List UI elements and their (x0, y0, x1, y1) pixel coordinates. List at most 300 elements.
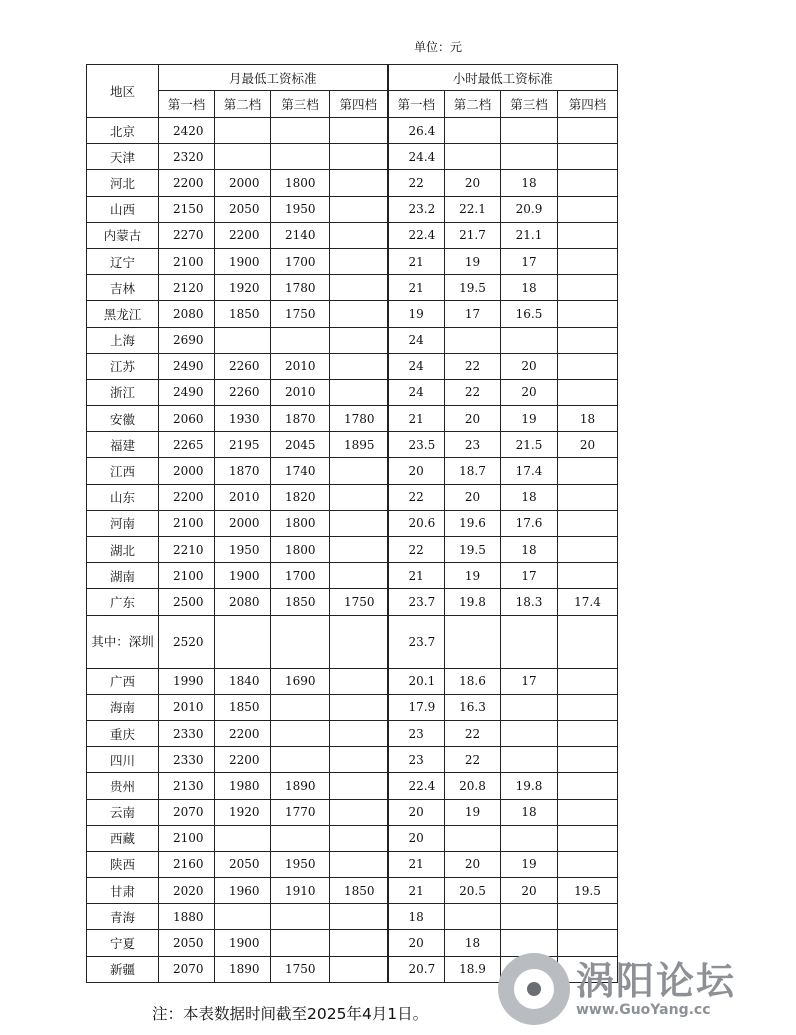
monthly-wage-cell: 2000 (215, 170, 271, 196)
table-row (87, 668, 618, 694)
monthly-wage-cell: 1850 (215, 694, 271, 720)
monthly-wage-cell: 2200 (215, 720, 271, 746)
hourly-tier-header: 第四档 (558, 91, 618, 118)
monthly-wage-cell (215, 825, 271, 851)
monthly-wage-cell: 1780 (330, 406, 388, 432)
monthly-wage-cell: 1895 (330, 432, 388, 458)
hourly-wage-cell: 20 (388, 799, 445, 825)
hourly-wage-cell: 23 (388, 747, 445, 773)
hourly-wage-cell (501, 118, 558, 144)
table-row (87, 432, 618, 458)
hourly-wage-cell: 20 (388, 458, 445, 484)
hourly-wage-cell: 23.7 (388, 615, 445, 668)
hourly-wage-cell (558, 144, 618, 170)
monthly-wage-cell (330, 458, 388, 484)
monthly-wage-cell (330, 353, 388, 379)
monthly-wage-cell (271, 694, 330, 720)
hourly-wage-cell (445, 825, 501, 851)
region-header: 地区 (87, 65, 159, 118)
monthly-header: 月最低工资标准 (159, 65, 388, 91)
monthly-wage-cell (330, 851, 388, 877)
hourly-wage-cell: 20.1 (388, 668, 445, 694)
hourly-wage-cell: 22 (445, 353, 501, 379)
hourly-wage-cell (558, 747, 618, 773)
hourly-wage-cell: 18.9 (445, 956, 501, 982)
region-cell: 湖北 (87, 537, 159, 563)
table-row (87, 878, 618, 904)
hourly-wage-cell: 18.7 (445, 458, 501, 484)
monthly-tier-header: 第四档 (330, 91, 388, 118)
monthly-wage-cell: 1870 (215, 458, 271, 484)
hourly-wage-cell (558, 563, 618, 589)
hourly-wage-cell: 20 (445, 170, 501, 196)
hourly-wage-cell: 19 (501, 851, 558, 877)
hourly-wage-cell: 22 (388, 484, 445, 510)
hourly-wage-cell: 17.9 (388, 694, 445, 720)
hourly-wage-cell: 20.6 (388, 510, 445, 536)
monthly-wage-cell (271, 930, 330, 956)
hourly-wage-cell: 22.4 (388, 773, 445, 799)
region-cell: 其中：深圳 (87, 615, 159, 668)
monthly-tier-header: 第二档 (215, 91, 271, 118)
table-row (87, 484, 618, 510)
monthly-wage-cell (330, 563, 388, 589)
monthly-wage-cell: 1890 (271, 773, 330, 799)
region-cell: 贵州 (87, 773, 159, 799)
table-row (87, 747, 618, 773)
monthly-wage-cell: 2160 (159, 851, 215, 877)
monthly-wage-cell (330, 694, 388, 720)
hourly-wage-cell: 20 (388, 825, 445, 851)
hourly-wage-cell (501, 747, 558, 773)
monthly-wage-cell: 2200 (159, 484, 215, 510)
hourly-wage-cell: 17 (501, 248, 558, 274)
hourly-wage-cell: 21.7 (445, 222, 501, 248)
hourly-tier-header: 第三档 (501, 91, 558, 118)
monthly-wage-cell: 1900 (215, 930, 271, 956)
hourly-wage-cell: 19.6 (445, 510, 501, 536)
monthly-wage-cell: 2200 (215, 747, 271, 773)
monthly-wage-cell: 2200 (159, 170, 215, 196)
table-row (87, 615, 618, 668)
monthly-wage-cell (330, 720, 388, 746)
hourly-wage-cell: 20 (445, 851, 501, 877)
hourly-wage-cell (558, 118, 618, 144)
hourly-wage-cell (558, 379, 618, 405)
monthly-wage-cell (271, 615, 330, 668)
hourly-wage-cell: 17 (501, 668, 558, 694)
monthly-wage-cell (330, 196, 388, 222)
monthly-wage-cell: 1700 (271, 248, 330, 274)
hourly-wage-cell: 24.4 (388, 144, 445, 170)
monthly-wage-cell: 2690 (159, 327, 215, 353)
monthly-wage-cell: 1930 (215, 406, 271, 432)
table-row (87, 353, 618, 379)
hourly-wage-cell (501, 720, 558, 746)
table-row (87, 799, 618, 825)
hourly-wage-cell (501, 327, 558, 353)
monthly-wage-cell: 2270 (159, 222, 215, 248)
region-cell: 新疆 (87, 956, 159, 982)
monthly-tier-header: 第一档 (159, 91, 215, 118)
hourly-wage-cell: 20 (558, 432, 618, 458)
hourly-wage-cell: 20.8 (445, 773, 501, 799)
hourly-wage-cell: 18 (558, 406, 618, 432)
hourly-wage-cell (558, 773, 618, 799)
hourly-wage-cell: 19.5 (445, 537, 501, 563)
monthly-wage-cell: 2330 (159, 747, 215, 773)
monthly-wage-cell: 2010 (215, 484, 271, 510)
monthly-wage-cell: 1750 (330, 589, 388, 615)
hourly-wage-cell (501, 825, 558, 851)
monthly-wage-cell: 2420 (159, 118, 215, 144)
hourly-wage-cell (558, 196, 618, 222)
hourly-wage-cell: 21 (388, 275, 445, 301)
table-row (87, 170, 618, 196)
hourly-wage-cell: 19.8 (501, 773, 558, 799)
hourly-wage-cell (558, 851, 618, 877)
monthly-wage-cell (330, 118, 388, 144)
monthly-wage-cell: 2070 (159, 799, 215, 825)
monthly-wage-cell: 1950 (271, 851, 330, 877)
footnote: 注：本表数据时间截至2025年4月1日。 (152, 1005, 429, 1023)
region-cell: 河南 (87, 510, 159, 536)
hourly-wage-cell (558, 222, 618, 248)
region-cell: 福建 (87, 432, 159, 458)
monthly-wage-cell (330, 615, 388, 668)
hourly-wage-cell: 21 (388, 248, 445, 274)
hourly-wage-cell (445, 904, 501, 930)
monthly-wage-cell: 1890 (215, 956, 271, 982)
monthly-wage-cell: 2100 (159, 563, 215, 589)
monthly-wage-cell (330, 747, 388, 773)
monthly-wage-cell: 2490 (159, 353, 215, 379)
hourly-wage-cell (558, 353, 618, 379)
monthly-wage-cell: 1910 (271, 878, 330, 904)
hourly-wage-cell: 18.3 (501, 589, 558, 615)
hourly-wage-cell: 16.5 (501, 301, 558, 327)
hourly-wage-cell (445, 615, 501, 668)
hourly-wage-cell (558, 510, 618, 536)
monthly-wage-cell: 1780 (271, 275, 330, 301)
minimum-wage-table (86, 64, 618, 983)
monthly-wage-cell: 2050 (215, 196, 271, 222)
monthly-wage-cell: 2000 (159, 458, 215, 484)
monthly-wage-cell (330, 956, 388, 982)
monthly-wage-cell (330, 170, 388, 196)
table-row (87, 301, 618, 327)
region-cell: 重庆 (87, 720, 159, 746)
monthly-wage-cell: 2080 (159, 301, 215, 327)
hourly-wage-cell (558, 275, 618, 301)
monthly-wage-cell: 2100 (159, 510, 215, 536)
hourly-wage-cell: 17 (445, 301, 501, 327)
region-cell: 广东 (87, 589, 159, 615)
monthly-wage-cell (330, 144, 388, 170)
hourly-wage-cell: 20 (388, 930, 445, 956)
monthly-wage-cell: 2500 (159, 589, 215, 615)
hourly-wage-cell: 20 (501, 878, 558, 904)
hourly-wage-cell: 23.2 (388, 196, 445, 222)
region-cell: 内蒙古 (87, 222, 159, 248)
region-cell: 天津 (87, 144, 159, 170)
monthly-wage-cell: 1840 (215, 668, 271, 694)
monthly-wage-cell (271, 327, 330, 353)
hourly-wage-cell: 18 (501, 170, 558, 196)
region-cell: 黑龙江 (87, 301, 159, 327)
hourly-wage-cell (445, 144, 501, 170)
monthly-wage-cell (330, 930, 388, 956)
monthly-wage-cell: 1770 (271, 799, 330, 825)
hourly-wage-cell: 21.5 (501, 432, 558, 458)
hourly-wage-cell: 18 (501, 537, 558, 563)
hourly-wage-cell: 20 (445, 406, 501, 432)
table-row (87, 825, 618, 851)
monthly-wage-cell (271, 825, 330, 851)
table-row (87, 248, 618, 274)
hourly-wage-cell: 18.6 (445, 668, 501, 694)
monthly-wage-cell: 1820 (271, 484, 330, 510)
monthly-wage-cell: 2010 (271, 379, 330, 405)
hourly-wage-cell: 19 (388, 301, 445, 327)
monthly-wage-cell: 2200 (215, 222, 271, 248)
table-row (87, 458, 618, 484)
monthly-wage-cell (215, 615, 271, 668)
region-cell: 辽宁 (87, 248, 159, 274)
monthly-wage-cell: 2080 (215, 589, 271, 615)
monthly-wage-cell (215, 118, 271, 144)
monthly-wage-cell: 1850 (271, 589, 330, 615)
monthly-wage-cell: 2195 (215, 432, 271, 458)
monthly-wage-cell: 1850 (330, 878, 388, 904)
monthly-wage-cell: 1850 (215, 301, 271, 327)
monthly-wage-cell: 2490 (159, 379, 215, 405)
monthly-wage-cell: 1950 (271, 196, 330, 222)
hourly-wage-cell (558, 694, 618, 720)
hourly-wage-cell (558, 458, 618, 484)
monthly-wage-cell: 2060 (159, 406, 215, 432)
monthly-wage-cell (330, 537, 388, 563)
monthly-wage-cell: 2120 (159, 275, 215, 301)
hourly-wage-cell (558, 248, 618, 274)
region-cell: 湖南 (87, 563, 159, 589)
hourly-wage-cell: 22 (445, 720, 501, 746)
monthly-wage-cell: 1900 (215, 563, 271, 589)
table-row (87, 196, 618, 222)
table-row (87, 694, 618, 720)
table-row (87, 406, 618, 432)
hourly-wage-cell: 23.5 (388, 432, 445, 458)
monthly-wage-cell: 1960 (215, 878, 271, 904)
table-row (87, 720, 618, 746)
hourly-wage-cell: 20 (445, 484, 501, 510)
hourly-wage-cell (558, 537, 618, 563)
monthly-wage-cell: 2010 (271, 353, 330, 379)
monthly-wage-cell: 1690 (271, 668, 330, 694)
hourly-wage-cell (558, 720, 618, 746)
monthly-wage-cell: 1800 (271, 170, 330, 196)
monthly-wage-cell: 2260 (215, 353, 271, 379)
hourly-wage-cell: 20.9 (501, 196, 558, 222)
monthly-wage-cell (330, 248, 388, 274)
hourly-wage-cell: 22 (388, 537, 445, 563)
monthly-wage-cell: 1870 (271, 406, 330, 432)
hourly-wage-cell: 21 (388, 563, 445, 589)
hourly-wage-cell (501, 144, 558, 170)
watermark-url: www.GuoYang.cc (576, 1002, 711, 1018)
region-cell: 吉林 (87, 275, 159, 301)
hourly-wage-cell: 22.4 (388, 222, 445, 248)
hourly-wage-cell: 23 (445, 432, 501, 458)
monthly-wage-cell: 1920 (215, 799, 271, 825)
monthly-wage-cell (330, 327, 388, 353)
monthly-wage-cell: 2010 (159, 694, 215, 720)
monthly-wage-cell (330, 668, 388, 694)
monthly-wage-cell (271, 747, 330, 773)
region-cell: 上海 (87, 327, 159, 353)
hourly-wage-cell: 22 (445, 747, 501, 773)
monthly-wage-cell: 2320 (159, 144, 215, 170)
hourly-wage-cell: 19 (445, 248, 501, 274)
table-row (87, 275, 618, 301)
monthly-wage-cell: 2045 (271, 432, 330, 458)
monthly-wage-cell (330, 379, 388, 405)
table-body (87, 118, 618, 983)
region-cell: 青海 (87, 904, 159, 930)
table-row (87, 773, 618, 799)
monthly-wage-cell (271, 904, 330, 930)
hourly-wage-cell: 18 (388, 904, 445, 930)
hourly-wage-cell (558, 825, 618, 851)
monthly-wage-cell (330, 275, 388, 301)
hourly-wage-cell: 19.5 (445, 275, 501, 301)
monthly-wage-cell: 2140 (271, 222, 330, 248)
hourly-wage-cell: 26.4 (388, 118, 445, 144)
hourly-wage-cell: 19.5 (558, 878, 618, 904)
region-cell: 四川 (87, 747, 159, 773)
region-cell: 山东 (87, 484, 159, 510)
hourly-wage-cell (501, 904, 558, 930)
hourly-wage-cell: 18 (501, 799, 558, 825)
monthly-tier-header: 第三档 (271, 91, 330, 118)
monthly-wage-cell: 2100 (159, 248, 215, 274)
hourly-wage-cell: 21 (388, 851, 445, 877)
hourly-header: 小时最低工资标准 (388, 65, 618, 91)
monthly-wage-cell (330, 510, 388, 536)
region-cell: 浙江 (87, 379, 159, 405)
hourly-wage-cell: 19 (501, 406, 558, 432)
hourly-wage-cell: 19.8 (445, 589, 501, 615)
monthly-wage-cell: 2520 (159, 615, 215, 668)
table-row (87, 589, 618, 615)
monthly-wage-cell: 1950 (215, 537, 271, 563)
monthly-wage-cell: 1920 (215, 275, 271, 301)
hourly-wage-cell: 18 (501, 484, 558, 510)
hourly-wage-cell: 21.1 (501, 222, 558, 248)
hourly-wage-cell: 24 (388, 327, 445, 353)
monthly-wage-cell: 1740 (271, 458, 330, 484)
monthly-wage-cell: 2100 (159, 825, 215, 851)
hourly-wage-cell: 22.1 (445, 196, 501, 222)
monthly-wage-cell: 2130 (159, 773, 215, 799)
monthly-wage-cell: 2260 (215, 379, 271, 405)
monthly-wage-cell: 1800 (271, 510, 330, 536)
hourly-wage-cell: 18 (445, 930, 501, 956)
hourly-wage-cell: 23 (388, 720, 445, 746)
table-row (87, 510, 618, 536)
monthly-wage-cell: 2150 (159, 196, 215, 222)
hourly-wage-cell: 19 (445, 563, 501, 589)
region-cell: 江西 (87, 458, 159, 484)
hourly-wage-cell: 17.4 (501, 458, 558, 484)
monthly-wage-cell: 2020 (159, 878, 215, 904)
table-row (87, 144, 618, 170)
hourly-wage-cell: 20 (501, 379, 558, 405)
monthly-wage-cell: 1990 (159, 668, 215, 694)
hourly-wage-cell: 17.6 (501, 510, 558, 536)
hourly-wage-cell: 22 (388, 170, 445, 196)
monthly-wage-cell (271, 144, 330, 170)
monthly-wage-cell: 2050 (159, 930, 215, 956)
hourly-wage-cell (558, 615, 618, 668)
monthly-wage-cell: 1800 (271, 537, 330, 563)
table-row (87, 327, 618, 353)
hourly-wage-cell: 20.5 (445, 878, 501, 904)
hourly-wage-cell: 24 (388, 353, 445, 379)
monthly-wage-cell: 2330 (159, 720, 215, 746)
monthly-wage-cell: 1980 (215, 773, 271, 799)
table-row (87, 379, 618, 405)
hourly-wage-cell: 20 (501, 353, 558, 379)
hourly-tier-header: 第二档 (445, 91, 501, 118)
monthly-wage-cell: 1900 (215, 248, 271, 274)
monthly-wage-cell (330, 484, 388, 510)
region-cell: 江苏 (87, 353, 159, 379)
hourly-wage-cell (445, 327, 501, 353)
monthly-wage-cell (330, 904, 388, 930)
hourly-wage-cell (558, 170, 618, 196)
hourly-wage-cell: 20.7 (388, 956, 445, 982)
table-row (87, 537, 618, 563)
monthly-wage-cell: 1880 (159, 904, 215, 930)
region-cell: 宁夏 (87, 930, 159, 956)
watermark-name: 涡阳论坛 (576, 959, 737, 1003)
hourly-wage-cell (558, 327, 618, 353)
hourly-wage-cell: 21 (388, 406, 445, 432)
hourly-wage-cell: 21 (388, 878, 445, 904)
region-cell: 海南 (87, 694, 159, 720)
table-row (87, 851, 618, 877)
hourly-wage-cell (558, 904, 618, 930)
monthly-wage-cell (215, 327, 271, 353)
monthly-wage-cell (271, 118, 330, 144)
monthly-wage-cell (330, 825, 388, 851)
hourly-wage-cell: 16.3 (445, 694, 501, 720)
monthly-wage-cell (330, 222, 388, 248)
forum-logo-icon (498, 953, 570, 1025)
monthly-wage-cell: 1750 (271, 956, 330, 982)
hourly-wage-cell: 18 (501, 275, 558, 301)
monthly-wage-cell: 1750 (271, 301, 330, 327)
region-cell: 甘肃 (87, 878, 159, 904)
monthly-wage-cell: 2000 (215, 510, 271, 536)
monthly-wage-cell (330, 301, 388, 327)
monthly-wage-cell (330, 799, 388, 825)
table-row (87, 904, 618, 930)
hourly-wage-cell (445, 118, 501, 144)
table-row (87, 118, 618, 144)
monthly-wage-cell (271, 720, 330, 746)
